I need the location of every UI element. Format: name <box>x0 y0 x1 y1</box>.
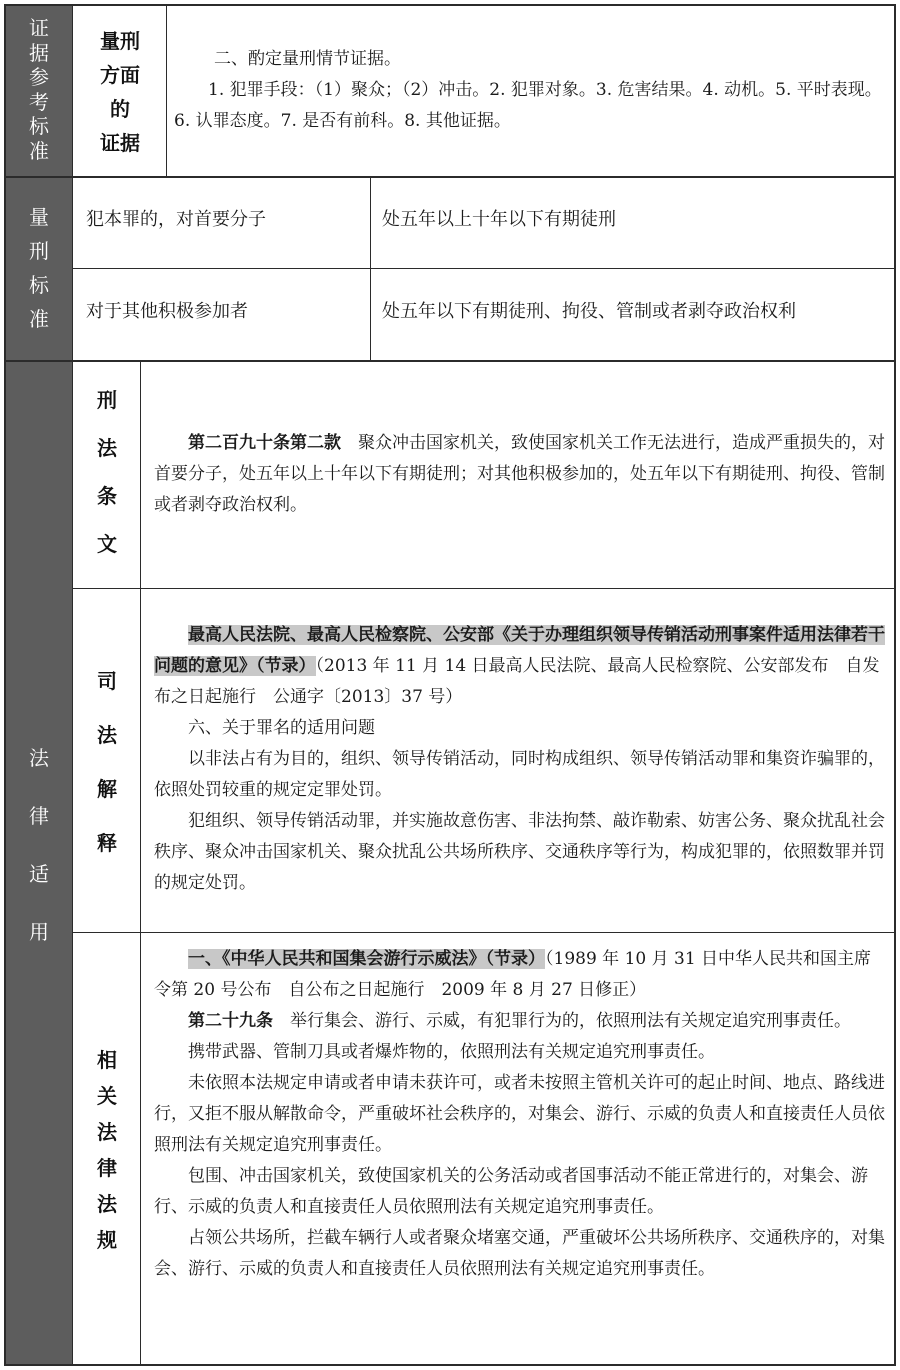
judicial-interpretation-p1: 六、关于罪名的适用问题 <box>188 718 375 738</box>
related-laws-doc-meta: （1989 年 10 月 31 日中华人民共和国主席令第 20 号公布 自公布之日起施行 2009 年 8 月 27 日修正） <box>154 949 872 1000</box>
judicial-interpretation-p3: 犯组织、领导传销活动罪，并实施故意伤害、非法拘禁、敲诈勒索、妨害公务、聚众扰乱社会秩序、聚众冲击国家机关、聚众扰乱公共场所秩序、交通秩序等行为，构成犯罪的，依照数罪并罚的规定处罚。 <box>154 811 885 893</box>
sentencing-sidebar <box>6 178 72 360</box>
evidence-sub-label: 量刑 方面 的 证据 <box>100 29 140 155</box>
judicial-interpretation-doc-meta: （2013 年 11 月 14 日最高人民法院、最高人民检察院、公安部发布 自发布之日起施行 公通字〔2013〕37 号） <box>154 656 880 707</box>
criminal-law-label: 刑 法 条 文 <box>97 388 117 556</box>
judicial-interpretation-content <box>154 620 888 899</box>
related-laws-p4: 包围、冲击国家机关，致使国家机关的公务活动或者国事活动不能正常进行的，对集会、游行、示威的负责人和直接责任人员依照刑法有关规定追究刑事责任。 <box>154 1166 868 1217</box>
criminal-law-article-title: 第二百九十条第二款 <box>188 433 341 453</box>
sentencing-row-1-condition: 犯本罪的，对首要分子 <box>86 209 266 230</box>
related-laws-p5: 占领公共场所，拦截车辆行人或者聚众堵塞交通，严重破坏公共场所秩序、交通秩序的，对集会、游行、示威的负责人和直接责任人员依照刑法有关规定追究刑事责任。 <box>154 1228 885 1279</box>
criminal-law-content <box>154 428 888 521</box>
law-application-sidebar <box>6 362 72 1364</box>
related-laws-p2: 携带武器、管制刀具或者爆炸物的，依照刑法有关规定追究刑事责任。 <box>188 1042 715 1062</box>
related-laws-doc-title: 一、《中华人民共和国集会游行示威法》（节录） <box>188 949 545 969</box>
law-application-side-label: 法 律 适 用 <box>29 746 49 944</box>
criminal-law-article-text: 聚众冲击国家机关，致使国家机关工作无法进行，造成严重损失的，对首要分子，处五年以上十年以下有期徒刑；对其他积极参加的，处五年以下有期徒刑、拘役、管制或者剥夺政治权利。 <box>154 433 885 515</box>
evidence-side-label: 证 据 参 考 标 准 <box>29 16 49 163</box>
related-laws-p3: 未依照本法规定申请或者申请未获许可，或者未按照主管机关许可的起止时间、地点、路线进行，又拒不服从解散命令，严重破坏社会秩序的，对集会、游行、示威的负责人和直接责任人员依照刑法有关规定追究刑事责任。 <box>154 1073 885 1155</box>
evidence-content <box>174 44 886 137</box>
sentencing-row-2-penalty: 处五年以下有期徒刑、拘役、管制或者剥夺政治权利 <box>382 301 796 322</box>
judicial-interpretation-label: 司 法 解 释 <box>97 669 117 855</box>
related-laws-article-title: 第二十九条 <box>188 1011 273 1031</box>
document-page <box>4 4 896 1366</box>
judicial-interpretation-doc-title: 最高人民法院、最高人民检察院、公安部《关于办理组织领导传销活动刑事案件适用法律若干问题的意见》（节录） <box>154 625 885 676</box>
sentencing-side-label: 量 刑 标 准 <box>29 205 49 331</box>
sentencing-row-2-condition: 对于其他积极参加者 <box>86 301 248 322</box>
evidence-body: 1. 犯罪手段：（1）聚众；（2）冲击。2. 犯罪对象。3. 危害结果。4. 动机。5. 平时表现。6. 认罪态度。7. 是否有前科。8. 其他证据。 <box>174 80 882 131</box>
judicial-interpretation-p2: 以非法占有为目的，组织、领导传销活动，同时构成组织、领导传销活动罪和集资诈骗罪的，依照处罚较重的规定定罪处罚。 <box>154 749 885 800</box>
sentencing-row-1-penalty: 处五年以上十年以下有期徒刑 <box>382 209 616 230</box>
evidence-sidebar <box>6 6 72 176</box>
related-laws-label: 相 关 法 律 法 规 <box>97 1048 117 1252</box>
related-laws-article-text: 举行集会、游行、示威，有犯罪行为的，依照刑法有关规定追究刑事责任。 <box>290 1011 851 1031</box>
related-laws-content <box>154 944 888 1285</box>
evidence-heading: 二、酌定量刑情节证据。 <box>214 49 401 69</box>
